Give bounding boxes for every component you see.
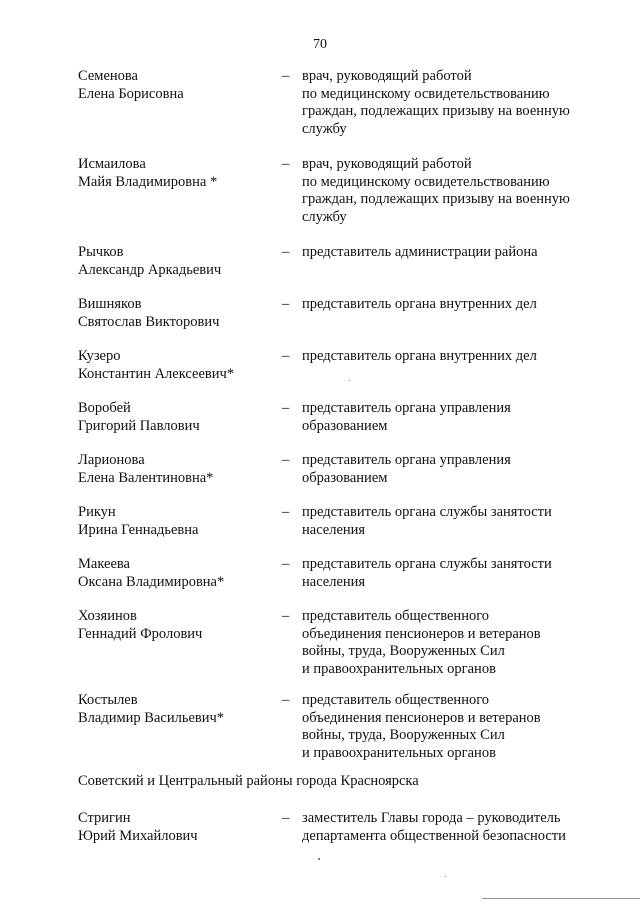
member-given-names: Григорий Павлович (78, 417, 200, 434)
member-given-names: Елена Борисовна (78, 85, 184, 102)
member-role-line: объединения пенсионеров и ветеранов (302, 709, 541, 726)
member-role-line: представитель общественного (302, 608, 490, 624)
member-given-names: Владимир Васильевич* (78, 709, 225, 726)
member-given-names: Святослав Викторович (78, 313, 220, 330)
member-role-line: по медицинскому освидетельствованию (302, 173, 550, 190)
member-given-names: Оксана Владимировна* (78, 573, 225, 590)
dash-separator: – (282, 68, 290, 84)
member-given-names: Ирина Геннадьевна (78, 521, 199, 538)
member-given-names: Елена Валентиновна* (78, 469, 214, 486)
member-role-line: и правоохранительных органов (302, 660, 496, 677)
member-role-line: заместитель Главы города – руководитель (302, 810, 561, 826)
member-role-line: образованием (302, 417, 388, 434)
member-role-line: и правоохранительных органов (302, 744, 496, 761)
member-role-line: представитель органа управления (302, 452, 511, 468)
dash-separator: – (282, 810, 290, 826)
dash-separator: – (282, 296, 290, 312)
section-heading: Советский и Центральный районы города Красноярска (78, 773, 419, 789)
member-name (78, 810, 278, 845)
scan-artifact-dot (445, 876, 446, 877)
member-given-names: Александр Аркадьевич (78, 261, 222, 278)
dash-separator: – (282, 608, 290, 624)
scan-artifact-dot (349, 380, 350, 381)
member-role-line: населения (302, 521, 366, 538)
member-surname: Семенова (78, 68, 138, 84)
dash-separator: – (282, 504, 290, 520)
member-surname: Хозяинов (78, 608, 137, 624)
member-surname: Макеева (78, 556, 130, 572)
dash-separator: – (282, 692, 290, 708)
member-given-names: Константин Алексеевич* (78, 365, 235, 382)
member-role-line: службу (302, 208, 347, 225)
member-role-line: представитель общественного (302, 692, 490, 708)
member-surname: Воробей (78, 400, 131, 416)
member-role-line: по медицинскому освидетельствованию (302, 85, 550, 102)
member-surname: Кузеро (78, 348, 121, 364)
member-role-line: образованием (302, 469, 388, 486)
member-surname: Костылев (78, 692, 138, 708)
page-number: 70 (313, 37, 327, 52)
member-role-line: представитель органа внутренних дел (302, 348, 537, 364)
member-given-names: Геннадий Фролович (78, 625, 203, 642)
member-role-line: граждан, подлежащих призыву на военную (302, 191, 570, 207)
dash-separator: – (282, 244, 290, 260)
dash-separator: – (282, 348, 290, 364)
member-given-names: Майя Владимировна * (78, 173, 218, 190)
member-role-line: службу (302, 120, 347, 137)
member-surname: Рикун (78, 504, 116, 520)
scan-artifact-dot (318, 858, 320, 860)
member-role-line: войны, труда, Вооруженных Сил (302, 727, 505, 743)
member-role-line: представитель органа внутренних дел (302, 296, 537, 312)
member-role-line: населения (302, 573, 366, 590)
member-surname: Исмаилова (78, 156, 146, 172)
member-surname: Ларионова (78, 452, 145, 468)
member-surname: Рычков (78, 244, 124, 260)
member-role-line: граждан, подлежащих призыву на военную (302, 103, 570, 119)
member-role-line: представитель администрации района (302, 244, 538, 260)
member-surname: Вишняков (78, 296, 142, 312)
dash-separator: – (282, 400, 290, 416)
member-role-line: представитель органа управления (302, 400, 511, 416)
dash-separator: – (282, 452, 290, 468)
member-role-line: войны, труда, Вооруженных Сил (302, 643, 505, 659)
member-role-line: представитель органа службы занятости (302, 556, 552, 572)
member-role-line: врач, руководящий работой (302, 68, 472, 84)
member-role (302, 810, 602, 845)
member-role-line: представитель органа службы занятости (302, 504, 552, 520)
member-role-line: объединения пенсионеров и ветеранов (302, 625, 541, 642)
dash-separator: – (282, 156, 290, 172)
scan-artifact-line (482, 898, 640, 899)
dash-separator: – (282, 556, 290, 572)
member-role-line: врач, руководящий работой (302, 156, 472, 172)
member-role-line: департамента общественной безопасности (302, 827, 566, 844)
member-surname: Стригин (78, 810, 131, 826)
member-given-names: Юрий Михайлович (78, 827, 198, 844)
